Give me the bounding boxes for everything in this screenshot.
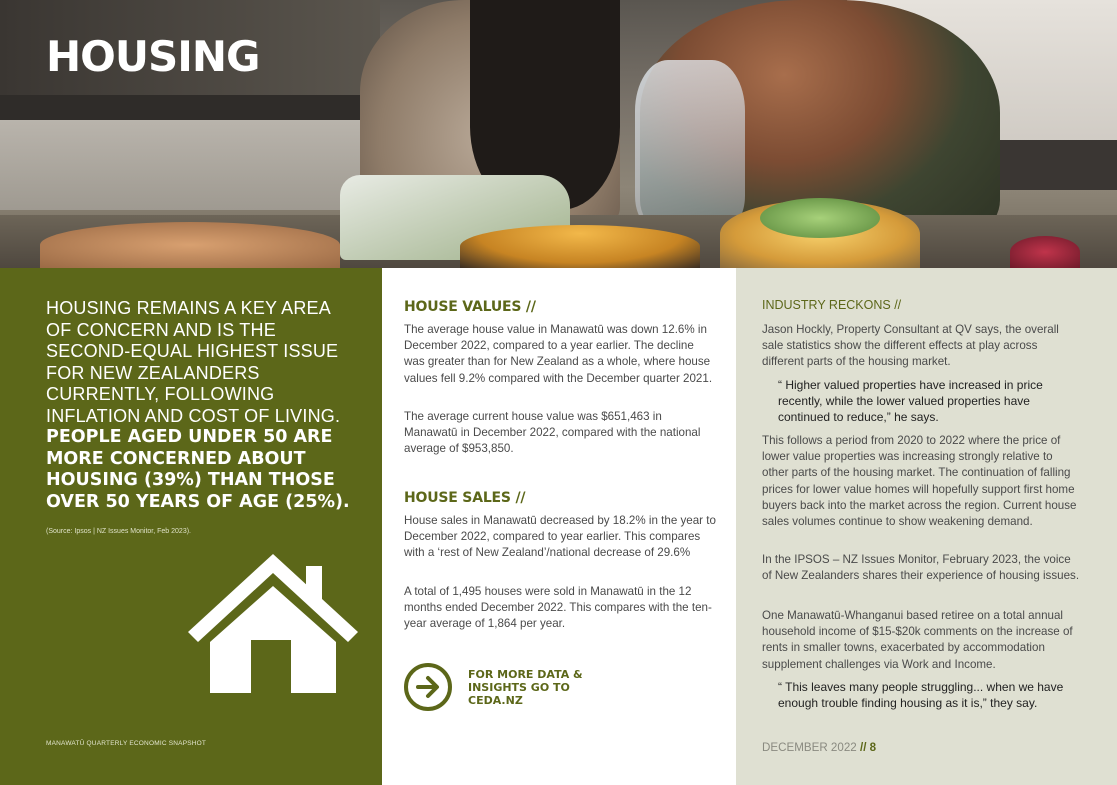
bread-food <box>40 222 340 268</box>
house-sales-paragraph-2: A total of 1,495 houses were sold in Manawatū in the 12 months ended December 2022. This compares with the ten-year average of 1,864 per year. <box>404 585 712 631</box>
quote-2: “ This leaves many people struggling... when we have enough trouble finding housing as it is,” they say. <box>778 680 1064 711</box>
house-sales-heading: HOUSE SALES // <box>404 490 526 506</box>
industry-paragraph-1: Jason Hockly, Property Consultant at QV says, the overall sale statistics show the different effects at play across different parts of the housing market. <box>762 323 1059 369</box>
arrow-right-icon <box>415 674 441 700</box>
plastic-bag <box>635 60 745 230</box>
industry-heading: INDUSTRY RECKONS // <box>762 298 902 312</box>
house-values-heading: HOUSE VALUES // <box>404 299 536 315</box>
industry-paragraph-4: One Manawatū-Whanganui based retiree on a total annual household income of $15-$20k comments on the increase of rents in smaller towns, exacerbated by accommodation supplement challenges via Work and Income. <box>762 609 1073 671</box>
arrow-circle <box>404 663 452 711</box>
food-bowl <box>460 225 700 268</box>
kitchen-cabinet <box>0 120 380 210</box>
industry-column <box>736 268 1117 785</box>
industry-paragraph-2: This follows a period from 2020 to 2022 where the price of lower value properties was increasing strongly relative to other parts of the housing market. The continuation of falling prices for lower value homes will hopefully support first home buyers back into the market across the region. Current house sales volumes continue to show weakening demand. <box>762 434 1077 529</box>
lead-strong-text: PEOPLE AGED UNDER 50 ARE MORE CONCERNED ABOUT HOUSING (39%) THAN THOSE OVER 50 YEARS OF AGE (25%). <box>46 427 350 512</box>
house-values-paragraph-1: The average house value in Manawatū was down 12.6% in December 2022, compared to a year earlier. The decline was greater than for New Zealand as a whole, where house values fell 9.2% compared with the December quarter 2021. <box>404 323 713 385</box>
hero-photo <box>0 0 1117 268</box>
page-title: HOUSING <box>46 32 260 81</box>
footer-date: DECEMBER 2022 <box>762 741 857 754</box>
page-number: // 8 <box>859 741 877 754</box>
page-footer <box>762 740 1082 756</box>
publication-footer: MANAWATŪ QUARTERLY ECONOMIC SNAPSHOT <box>46 740 207 747</box>
lead-text: HOUSING REMAINS A KEY AREA OF CONCERN AND IS THE SECOND-EQUAL HIGHEST ISSUE FOR NEW ZEALANDERS CURRENTLY, FOLLOWING INFLATION AND COST OF LIVING. <box>46 298 341 426</box>
ceda-link[interactable] <box>404 663 704 719</box>
quote-1: “ Higher valued properties have increased in price recently, while the lower valued properties have continued to reduce,” he says. <box>778 378 1043 425</box>
house-sales-paragraph-1: House sales in Manawatū decreased by 18.2% in the year to December 2022, compared to year earlier. This compares with a ‘rest of New Zealand’/national decrease of 29.6% <box>404 514 716 560</box>
salad-greens <box>760 198 880 238</box>
source-note: (Source: Ipsos | NZ Issues Monitor, Feb 2023). <box>46 528 191 535</box>
lead-statement <box>46 298 356 513</box>
house-values-paragraph-2: The average current house value was $651,463 in Manawatū in December 2022, compared with the national average of $953,850. <box>404 410 701 456</box>
red-onion <box>1010 236 1080 268</box>
cta-text: FOR MORE DATA & INSIGHTS GO TO CEDA.NZ <box>468 668 583 707</box>
market-column <box>382 268 736 785</box>
industry-paragraph-3: In the IPSOS – NZ Issues Monitor, February 2023, the voice of New Zealanders shares their experience of housing issues. <box>762 553 1080 583</box>
summary-panel <box>0 268 382 785</box>
house-icon <box>188 548 358 693</box>
